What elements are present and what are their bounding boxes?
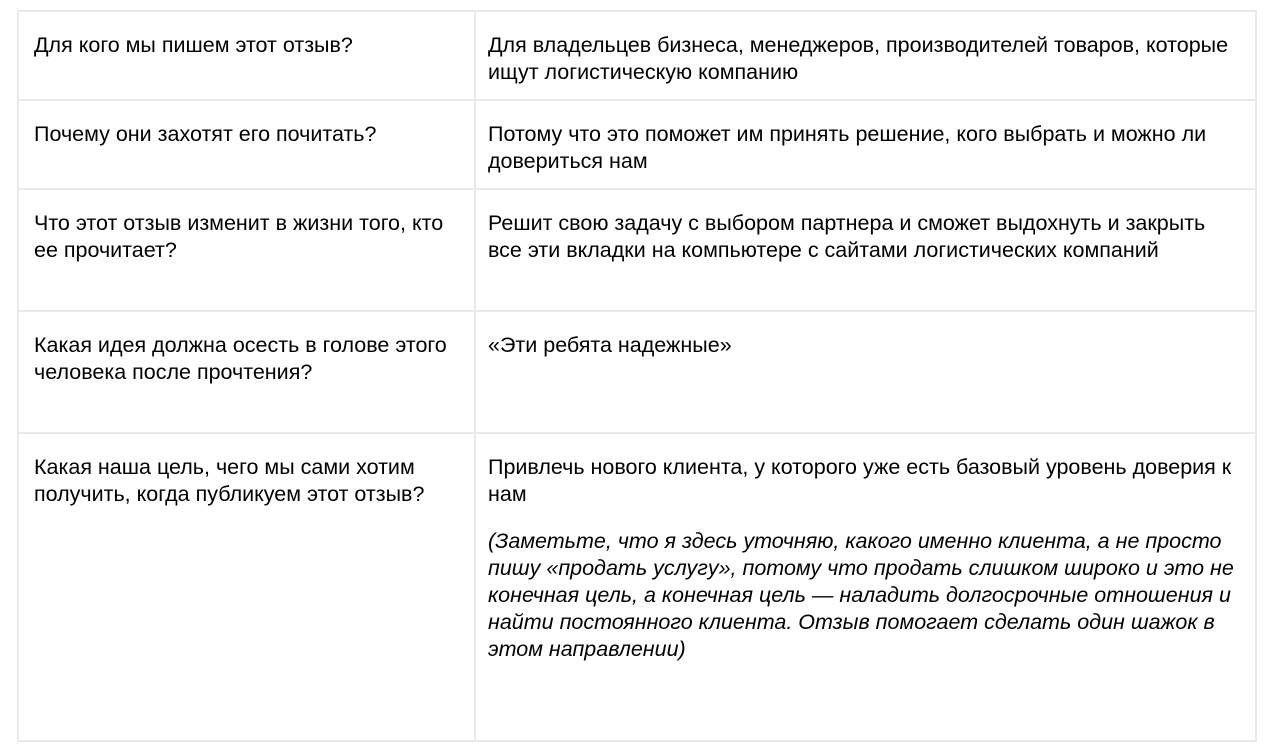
answer-cell: Потому что это поможет им принять решение, кого выбрать и можно ли довериться нам [475, 100, 1256, 189]
question-cell: Для кого мы пишем этот отзыв? [18, 11, 475, 100]
review-brief-table [17, 10, 1257, 742]
question-cell: Какая наша цель, чего мы сами хотим получить, когда публикуем этот отзыв? [18, 433, 475, 741]
question-cell: Какая идея должна осесть в голове этого человека после прочтения? [18, 311, 475, 433]
table-row [18, 433, 1256, 741]
table-row [18, 189, 1256, 311]
table-row [18, 100, 1256, 189]
answer-cell: Для владельцев бизнеса, менеджеров, производителей товаров, которые ищут логистическую компанию [475, 11, 1256, 100]
answer-cell [475, 433, 1256, 741]
clarification-note: (Заметьте, что я здесь уточняю, какого именно клиента, а не просто пишу «продать услугу», потому что продать слишком широко и это не конечная цель, а конечная цель — наладить долгосрочные отношения и найти постоянного клиента. Отзыв помогает сделать один шажок в этом направлении) [488, 529, 1234, 661]
question-cell: Почему они захотят его почитать? [18, 100, 475, 189]
table-row [18, 311, 1256, 433]
answer-text: Привлечь нового клиента, у которого уже есть базовый уровень доверия к нам [488, 455, 1232, 506]
table-row [18, 11, 1256, 100]
answer-cell: «Эти ребята надежные» [475, 311, 1256, 433]
answer-cell: Решит свою задачу с выбором партнера и сможет выдохнуть и закрыть все эти вкладки на компьютере с сайтами логистических компаний [475, 189, 1256, 311]
question-cell: Что этот отзыв изменит в жизни того, кто ее прочитает? [18, 189, 475, 311]
